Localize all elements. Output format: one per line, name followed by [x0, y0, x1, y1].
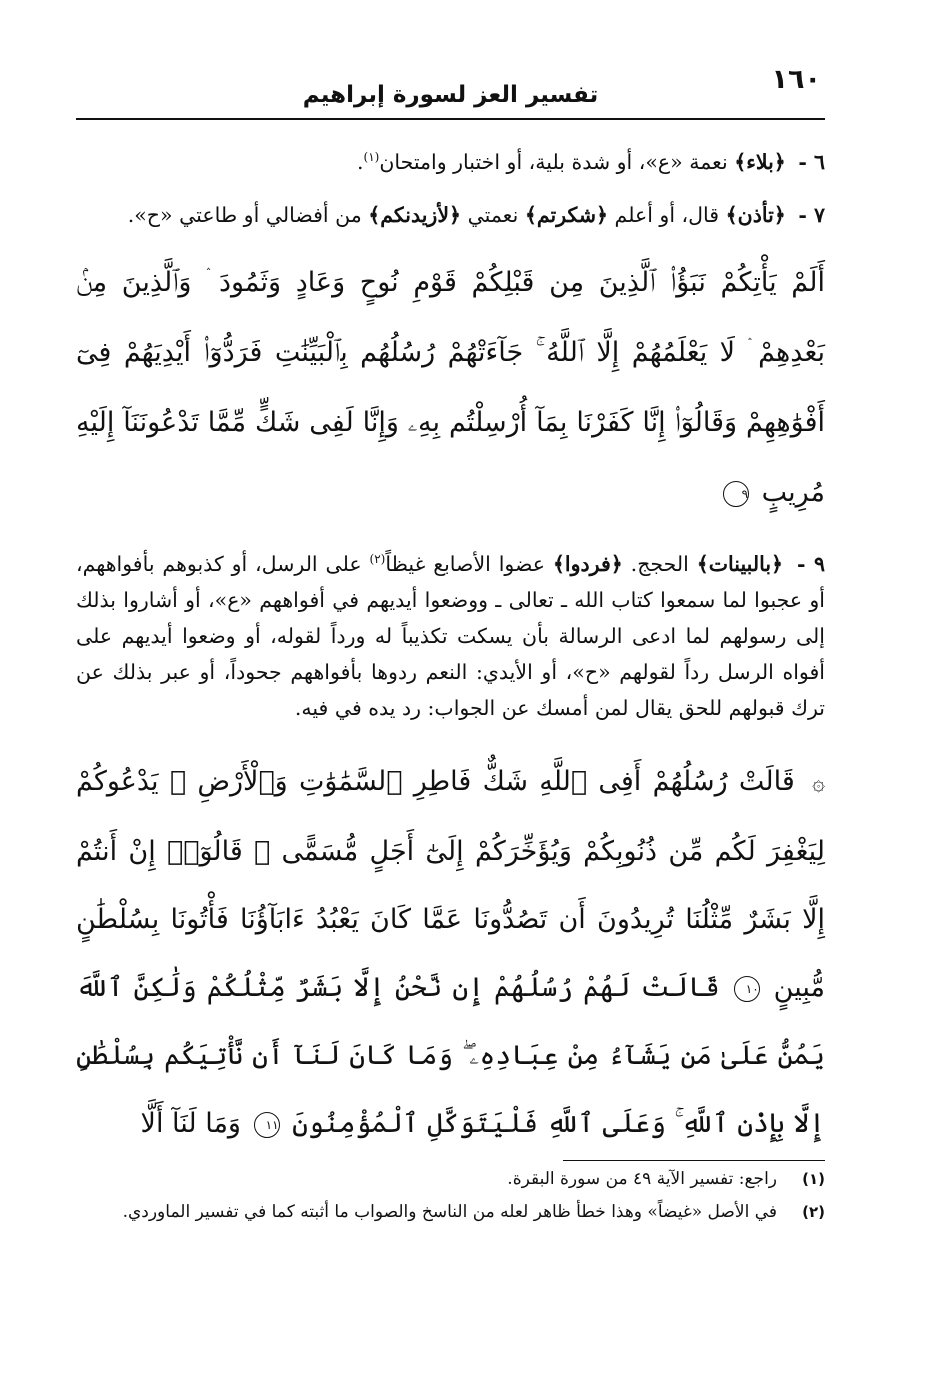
gloss-text: قال، أو أعلم	[614, 203, 720, 227]
footnote-ref[interactable]: (١)	[363, 150, 380, 165]
gloss-term: ﴿شكرتم﴾	[524, 203, 609, 227]
ayah-number-marker: ١١	[254, 1112, 280, 1138]
gloss-end: .	[356, 150, 364, 174]
hizb-marker-icon: ۞	[812, 771, 825, 796]
gloss-term: ﴿لأزيدنكم﴾	[368, 203, 462, 227]
commentary-text: الحجج.	[630, 552, 689, 576]
running-title: تفسير العز لسورة إبراهيم	[302, 82, 599, 108]
footnote-number: (٢)	[802, 1203, 825, 1221]
verse-text: وَمَا لَنَآ أَلَّا	[140, 1108, 241, 1139]
commentary-text: على الرسل، أو كذبوهم بأفواههم، أو عجبوا لما سمعوا كتاب الله ـ تعالى ـ ووضعوا أيديهم في أفواههم «ع»، أو أشاروا بذلك إلى رسولهم لما ادعى الرسالة بأن يسكت تكذيباً له ورداً لقوله، أو وضعوا أيديهم على أفواه الرسل رداً لقولهم «ح»، أو الأيدي: النعم ردوها بأفواههم جحوداً، أو عبر بذلك عن ترك قبولهم للحق يقال لمن أمسك عن الجواب: رد يده في فيه.	[76, 552, 825, 720]
verse-text: قَالَتْ رُسُلُهُمْ أَفِى ٱللَّهِ شَكٌّ فَاطِرِ ٱلسَّمَٰوَٰتِ وَٱلْأَرْضِ ۖ يَدْعُوكُمْ لِيَغْفِرَ لَكُم مِّن ذُنُوبِكُمْ وَيُؤَخِّرَكُمْ إِلَىٰٓ أَجَلٍ مُّسَمًّى ۚ قَالُوٓا۟ إِنْ أَنتُمْ إِلَّا بَشَرٌ مِّثْلُنَا تُرِيدُونَ أَن تَصُدُّونَا عَمَّا كَانَ يَعْبُدُ ءَابَآؤُنَا فَأْتُونَا بِسُلْطَٰنٍ مُّبِينٍ	[76, 766, 825, 1003]
footnote-ref[interactable]: (٢)	[369, 552, 386, 567]
commentary-paragraph	[76, 546, 825, 726]
verse-text: قَالَتْ لَهُمْ رُسُلُهُمْ إِن نَّحْنُ إِلَّا بَشَرٌ مِّثْلُكُمْ وَلَٰكِنَّ ٱللَّهَ يَمُنُّ عَلَىٰ مَن يَشَآءُ مِنْ عِبَادِهِۦ ۖ وَمَا كَانَ لَنَآ أَن نَّأْتِيَكُم بِسُلْطَٰنٍ إِلَّا بِإِذْنِ ٱللَّهِ ۚ وَعَلَى ٱللَّهِ فَلْيَتَوَكَّلِ ٱلْمُؤْمِنُونَ	[76, 972, 825, 1139]
page-header	[76, 60, 825, 120]
commentary-text: عضوا الأصابع غيظاً	[385, 552, 546, 576]
footnotes	[76, 1160, 825, 1227]
book-page	[76, 60, 825, 1340]
ayah-number-marker: ١٠	[734, 976, 760, 1002]
commentary-term: ﴿فردوا﴾	[552, 552, 623, 576]
quran-verses-block-2	[76, 748, 825, 1158]
gloss-text: نعمتي	[467, 203, 519, 227]
gloss-term: ﴿بلاء﴾	[734, 150, 786, 174]
gloss-text: نعمة «ع»، أو شدة بلية، أو اختبار وامتحان	[379, 150, 728, 174]
quran-verses-block-1	[76, 248, 825, 528]
footnote-text: راجع: تفسير الآية ٤٩ من سورة البقرة.	[507, 1169, 777, 1189]
gloss-term: ﴿تأذن﴾	[725, 203, 786, 227]
commentary-term: ﴿بالبينات﴾	[696, 552, 784, 576]
commentary-number: ٩ -	[796, 552, 825, 576]
verse-text: أَلَمْ يَأْتِكُمْ نَبَؤُا۟ ٱلَّذِينَ مِن قَبْلِكُمْ قَوْمِ نُوحٍ وَعَادٍ وَثَمُودَ ۛ وَٱلَّذِينَ مِنۢ بَعْدِهِمْ ۛ لَا يَعْلَمُهُمْ إِلَّا ٱللَّهُ ۚ جَآءَتْهُمْ رُسُلُهُم بِٱلْبَيِّنَٰتِ فَرَدُّوٓا۟ أَيْدِيَهُمْ فِىٓ أَفْوَٰهِهِمْ وَقَالُوٓا۟ إِنَّا كَفَرْنَا بِمَآ أُرْسِلْتُم بِهِۦ وَإِنَّا لَفِى شَكٍّ مِّمَّا تَدْعُونَنَآ إِلَيْهِ مُرِيبٍ	[76, 267, 825, 508]
ayah-number-marker: ٩	[723, 481, 749, 507]
footnote-number: (١)	[802, 1170, 825, 1188]
gloss-text: من أفضالي أو طاعتي «ح».	[127, 203, 362, 227]
footnote-2	[76, 1198, 825, 1227]
gloss-number: ٧ -	[798, 203, 825, 227]
page-number: ١٦٠	[771, 64, 821, 95]
footnote-text: في الأصل «غيضاً» وهذا خطأ ظاهر لعله من الناسخ والصواب ما أثبته كما في تفسير الماوردي.	[122, 1202, 777, 1222]
footnote-1	[76, 1165, 825, 1194]
gloss-number: ٦ -	[798, 150, 825, 174]
glosses	[76, 136, 825, 242]
gloss-7	[76, 189, 825, 242]
footnote-divider	[563, 1160, 825, 1161]
gloss-6	[76, 136, 825, 189]
